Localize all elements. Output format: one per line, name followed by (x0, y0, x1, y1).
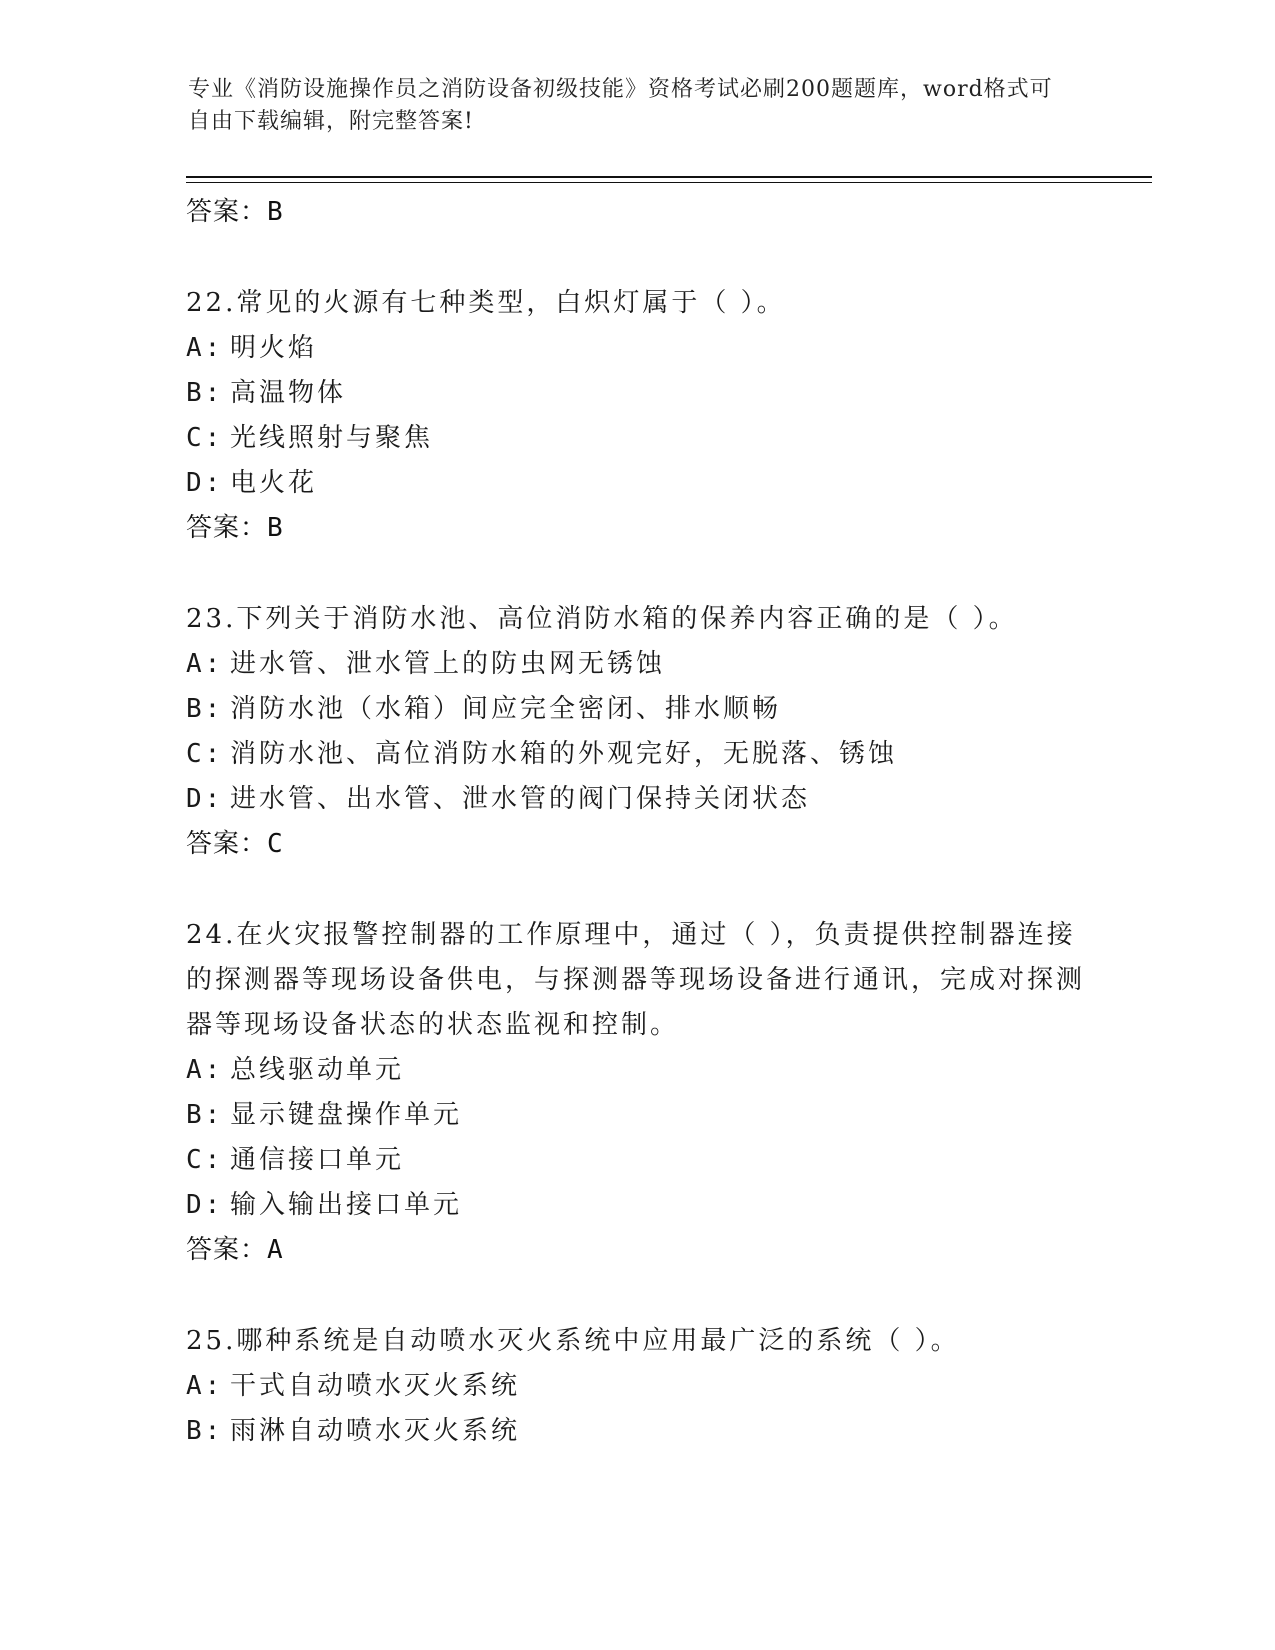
option-key: B: (186, 1100, 224, 1130)
answer-value: B (267, 513, 284, 543)
option-a (186, 326, 1086, 371)
question-22 (186, 281, 1086, 551)
answer-value: A (267, 1235, 284, 1265)
answer-label: 答案： (186, 829, 268, 859)
option-key: B: (186, 694, 224, 724)
option-text: 电火花 (230, 468, 318, 498)
option-key: B: (186, 1416, 224, 1446)
option-key: C: (186, 423, 224, 453)
option-key: D: (186, 468, 224, 498)
option-text: 雨淋自动喷水灭火系统 (230, 1416, 521, 1446)
option-key: B: (186, 378, 224, 408)
option-text: 进水管、出水管、泄水管的阀门保持关闭状态 (230, 784, 811, 814)
question-23 (186, 597, 1086, 867)
option-a (186, 1048, 1086, 1093)
option-c (186, 416, 1086, 461)
spacer (186, 1273, 1086, 1319)
spacer (186, 235, 1086, 281)
option-text: 高温物体 (230, 378, 347, 408)
spacer (186, 867, 1086, 913)
question-24 (186, 913, 1086, 1273)
option-text: 显示键盘操作单元 (230, 1100, 463, 1130)
document-header: 专业《消防设施操作员之消防设备初级技能》资格考试必刷200题题库，word格式可自由下载编辑，附完整答案! (188, 77, 1053, 134)
option-d (186, 777, 1086, 822)
option-c (186, 732, 1086, 777)
question-stem: 25.哪种系统是自动喷水灭火系统中应用最广泛的系统（ ）。 (186, 1326, 960, 1356)
option-text: 消防水池、高位消防水箱的外观完好，无脱落、锈蚀 (230, 739, 898, 769)
answer-line (186, 1228, 1086, 1273)
option-c (186, 1138, 1086, 1183)
option-text: 总线驱动单元 (230, 1055, 405, 1085)
option-key: A: (186, 649, 224, 679)
question-stem: 24.在火灾报警控制器的工作原理中，通过（ ），负责提供控制器连接的探测器等现场设备供电，与探测器等现场设备进行通讯，完成对探测器等现场设备状态的状态监视和控制。 (186, 920, 1086, 1040)
option-a (186, 1364, 1086, 1409)
option-b (186, 371, 1086, 416)
question-25 (186, 1319, 1086, 1454)
option-key: D: (186, 1190, 224, 1220)
option-b (186, 1409, 1086, 1454)
option-key: C: (186, 1145, 224, 1175)
option-key: D: (186, 784, 224, 814)
answer-label: 答案： (186, 1235, 268, 1265)
header-rule-thick (186, 176, 1152, 178)
question-stem: 22.常见的火源有七种类型，白炽灯属于（ ）。 (186, 288, 786, 318)
answer-line (186, 506, 1086, 551)
option-d (186, 461, 1086, 506)
question-stem: 23.下列关于消防水池、高位消防水箱的保养内容正确的是（ ）。 (186, 604, 1018, 634)
option-key: C: (186, 739, 224, 769)
option-text: 光线照射与聚焦 (230, 423, 434, 453)
header-rule-thin (186, 182, 1152, 183)
answer-label: 答案： (186, 513, 268, 543)
option-key: A: (186, 1055, 224, 1085)
option-text: 干式自动喷水灭火系统 (230, 1371, 521, 1401)
option-a (186, 642, 1086, 687)
spacer (186, 551, 1086, 597)
option-d (186, 1183, 1086, 1228)
answer-label: 答案： (186, 197, 268, 227)
option-text: 输入输出接口单元 (230, 1190, 463, 1220)
option-b (186, 1093, 1086, 1138)
question-list (186, 190, 1086, 1454)
option-text: 通信接口单元 (230, 1145, 405, 1175)
option-text: 消防水池（水箱）间应完全密闭、排水顺畅 (230, 694, 782, 724)
option-b (186, 687, 1086, 732)
answer-value: C (267, 829, 284, 859)
answer-line-prev (186, 190, 1086, 235)
option-key: A: (186, 1371, 224, 1401)
option-key: A: (186, 333, 224, 363)
option-text: 明火焰 (230, 333, 318, 363)
answer-value: B (267, 197, 284, 227)
option-text: 进水管、泄水管上的防虫网无锈蚀 (230, 649, 666, 679)
answer-line (186, 822, 1086, 867)
